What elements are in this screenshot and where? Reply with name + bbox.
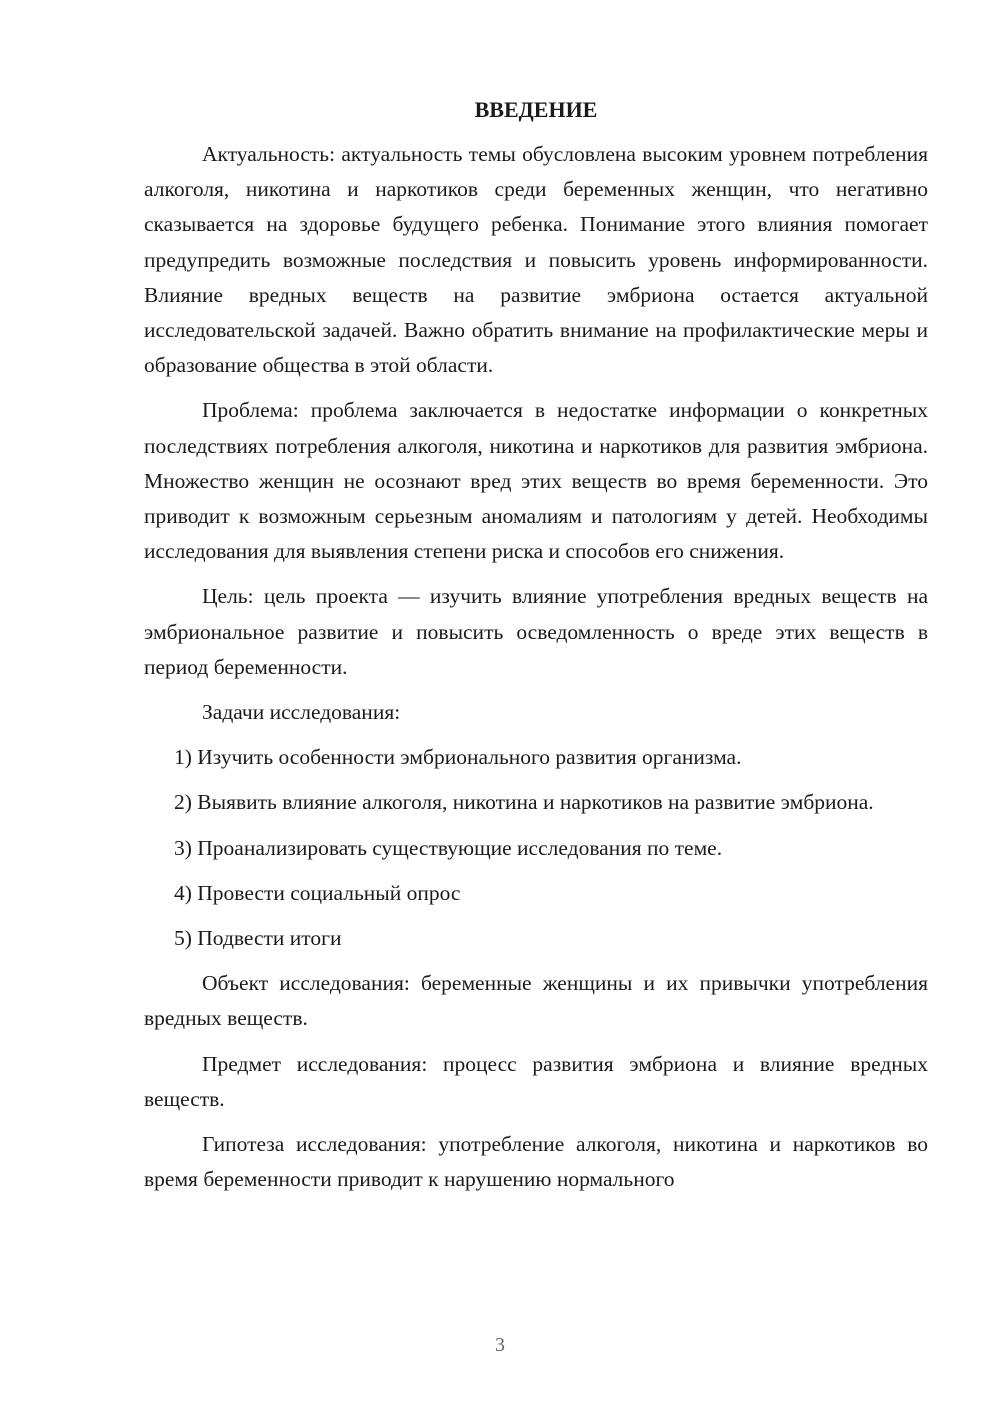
goal-paragraph: Цель: цель проекта — изучить влияние употребления вредных веществ на эмбриональное развитие и повысить осведомленность о вреде этих веществ в период беременности. bbox=[144, 584, 928, 679]
subject-paragraph: Предмет исследования: процесс развития эмбриона и влияние вредных веществ. bbox=[144, 1051, 928, 1111]
tasks-intro: Задачи исследования: bbox=[202, 700, 401, 725]
object-paragraph: Объект исследования: беременные женщины и их привычки употребления вредных веществ. bbox=[144, 971, 928, 1031]
task-item: 4) Провести социальный опрос bbox=[174, 880, 461, 905]
page-number: 3 bbox=[495, 1334, 505, 1356]
page-content bbox=[144, 92, 928, 1207]
task-item: 1) Изучить особенности эмбрионального развития организма. bbox=[174, 745, 742, 770]
task-item: 2) Выявить влияние алкоголя, никотина и наркотиков на развитие эмбриона. bbox=[174, 790, 874, 815]
task-item: 5) Подвести итоги bbox=[174, 926, 342, 951]
section-heading: ВВЕДЕНИЕ bbox=[474, 97, 598, 122]
task-item: 3) Проанализировать существующие исследования по теме. bbox=[174, 835, 723, 860]
relevance-paragraph: Актуальность: актуальность темы обусловлена высоким уровнем потребления алкоголя, никотина и наркотиков среди беременных женщин, что негативно сказывается на здоровье будущего ребенка. Понимание этого влияния помогает предупредить возможные последствия и повысить уровень информированности. Влияние вредных веществ на развитие эмбриона остается актуальной исследовательской задачей. Важно обратить внимание на профилактические меры и образование общества в этой области. bbox=[144, 142, 928, 378]
hypothesis-paragraph: Гипотеза исследования: употребление алкоголя, никотина и наркотиков во время беременности приводит к нарушению нормального bbox=[144, 1132, 928, 1192]
problem-paragraph: Проблема: проблема заключается в недостатке информации о конкретных последствиях потребления алкоголя, никотина и наркотиков для развития эмбриона. Множество женщин не осознают вред этих веществ во время беременности. Это приводит к возможным серьезным аномалиям и патологиям у детей. Необходимы исследования для выявления степени риска и способов его снижения. bbox=[144, 398, 928, 564]
